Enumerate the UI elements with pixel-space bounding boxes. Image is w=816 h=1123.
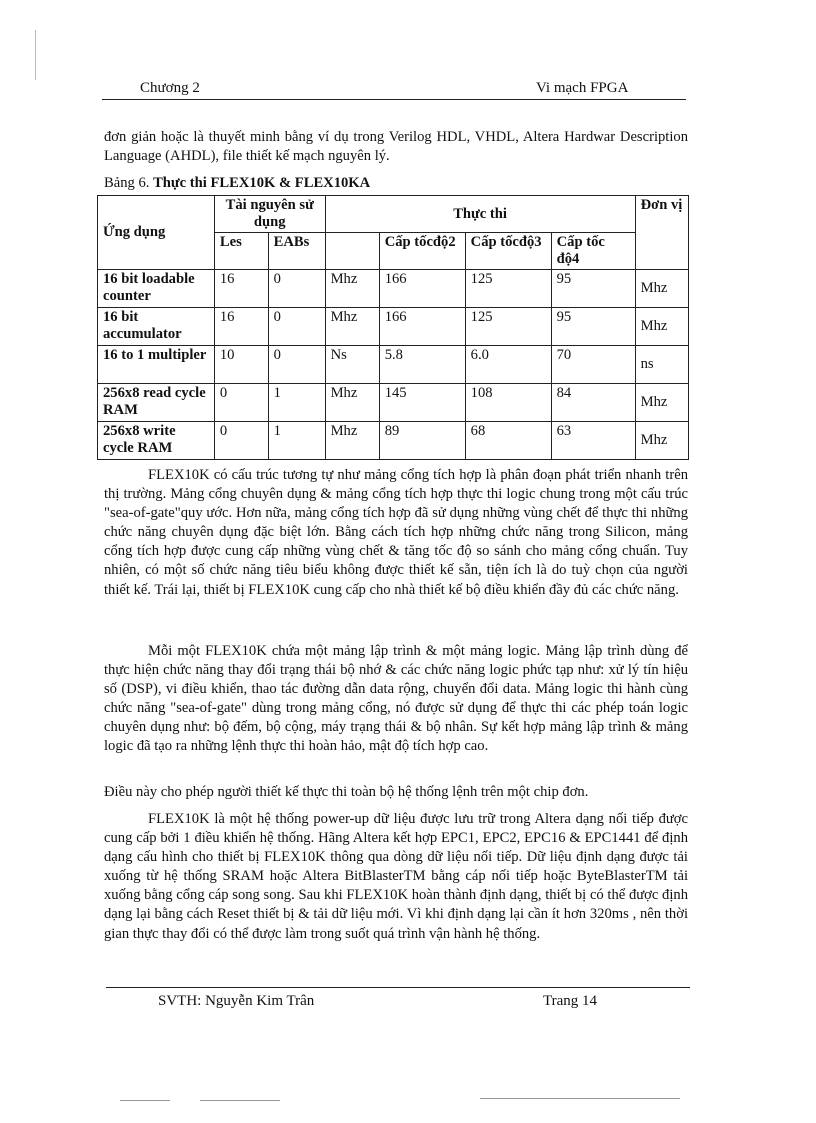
cell-speed4: 63 <box>551 422 635 460</box>
header-chapter: Chương 2 <box>140 80 200 96</box>
table-row <box>98 346 689 384</box>
cell-unit: Mhz <box>635 384 688 422</box>
table-row <box>98 422 689 460</box>
scan-artifact <box>35 30 36 80</box>
cell-speed4: 70 <box>551 346 635 384</box>
cell-application: 256x8 read cycle RAM <box>98 384 215 422</box>
paragraph-text: FLEX10K là một hệ thống power-up dữ liệu được lưu trữ trong Altera dạng nối tiếp được cung cấp bởi 1 điều khiển hệ thống. Hãng Altera kết hợp EPC1, EPC2, EPC16 & EPC1441 để định dạng cấu hình cho thiết bị FLEX10K thông qua dòng dữ liệu nối tiếp. Dữ liệu định dạng được tải xuống từ hệ thống SRAM hoặc Altera BitBlasterTM bằng cáp nối tiếp hoặc ByteBlasterTM tải xuống bằng cổng cáp song song. Sau khi FLEX10K hoàn thành định dạng, thiết bị có thể được định dạng lại bằng cách Reset thiết bị & tải dữ liệu mới. Vì khi định dạng lại cần ít hơn 320ms , nên thời gian thực thay đổi có thể được làm trong suốt quá trình vận hành hệ thống. <box>104 811 688 942</box>
cell-unit: ns <box>635 346 688 384</box>
cell-speed2: 145 <box>379 384 465 422</box>
table-caption <box>104 175 370 192</box>
cell-application: 256x8 write cycle RAM <box>98 422 215 460</box>
footer-author: SVTH: Nguyễn Kim Trân <box>158 993 315 1009</box>
table-row <box>98 384 689 422</box>
cell-unit-measure: Mhz <box>325 270 379 308</box>
cell-unit: Mhz <box>635 422 688 460</box>
cell-eabs: 0 <box>268 308 325 346</box>
header-title: Vi mạch FPGA <box>536 80 629 96</box>
scan-artifact <box>200 1100 280 1101</box>
cell-speed4: 95 <box>551 270 635 308</box>
table-caption-title: Thực thi FLEX10K & FLEX10KA <box>153 175 371 191</box>
cell-speed2: 89 <box>379 422 465 460</box>
body-paragraph: Điều này cho phép người thiết kế thực thi toàn bộ hệ thống lệnh trên một chip đơn. <box>104 784 589 800</box>
table-row <box>98 270 689 308</box>
paragraph-text: Mỗi một FLEX10K chứa một mảng lập trình & một mảng logic. Mảng lập trình dùng để thực hiện chức năng thay đổi trạng thái bộ nhớ & các chức năng logic phức tạp như: xử lý tín hiệu số (DSP), vi điều khiển, thao tác đường dẫn data rộng, chuyển đổi data. Mảng logic thi hành cùng chức năng "sea-of-gate" dùng trong mảng cổng, nó được sử dụng để thực thi các phép toán logic chuyên dụng như: bộ đếm, bộ cộng, máy trạng thái & bộ nhân. Sự kết hợp mảng lập trình & mảng logic đã tạo ra những lệnh thực thi hoàn hảo, mật độ tích hợp cao. <box>104 643 688 755</box>
cell-speed3: 6.0 <box>465 346 551 384</box>
header-speed4: Cấp tốc độ4 <box>551 233 635 270</box>
cell-speed3: 125 <box>465 308 551 346</box>
cell-speed3: 125 <box>465 270 551 308</box>
cell-unit-measure: Mhz <box>325 308 379 346</box>
cell-les: 16 <box>214 270 268 308</box>
intro-paragraph: đơn giản hoặc là thuyết minh bằng ví dụ trong Verilog HDL, VHDL, Altera Hardwar Description Language (AHDL), file thiết kế mạch nguyên lý. <box>104 129 688 165</box>
header-blank <box>325 233 379 270</box>
cell-les: 0 <box>214 422 268 460</box>
cell-application: 16 to 1 multipler <box>98 346 215 384</box>
cell-speed3: 108 <box>465 384 551 422</box>
cell-speed2: 166 <box>379 270 465 308</box>
header-speed3: Cấp tốcđộ3 <box>465 233 551 270</box>
cell-unit-measure: Mhz <box>325 422 379 460</box>
cell-eabs: 1 <box>268 422 325 460</box>
cell-speed4: 95 <box>551 308 635 346</box>
cell-les: 16 <box>214 308 268 346</box>
header-les: Les <box>214 233 268 270</box>
header-eabs: EABs <box>268 233 325 270</box>
cell-application: 16 bit loadable counter <box>98 270 215 308</box>
footer-page-number: Trang 14 <box>543 993 598 1009</box>
paragraph-text: FLEX10K có cấu trúc tương tự như mảng cổng tích hợp là phân đoạn phát triển nhanh trên thị trường. Mảng cổng chuyên dụng & mảng cổng tích hợp thực thi logic chung trong một cấu trúc "sea-of-gate"quy ước. Hơn nữa, mảng cổng tích hợp đã sử dụng những vùng chết để thực thi những chức năng chuyên dụng đặc biệt lớn. Bằng cách tích hợp những chức năng trong Silicon, mảng cổng tích hợp được cung cấp những vùng chết & tăng tốc độ so sánh cho mảng cổng chuẩn. Tuy nhiên, có một số chức năng tiêu biểu không được thiết kế sẵn, tiện ích là do tuỳ chọn của người thiết kế. Trái lại, thiết bị FLEX10K cung cấp cho nhà thiết kế bộ điều khiển đầy đủ các chức năng. <box>104 467 688 598</box>
cell-eabs: 0 <box>268 346 325 384</box>
cell-eabs: 0 <box>268 270 325 308</box>
cell-unit-measure: Mhz <box>325 384 379 422</box>
header-speed2: Cấp tốcđộ2 <box>379 233 465 270</box>
header-unit: Đơn vị <box>635 196 688 270</box>
cell-unit: Mhz <box>635 308 688 346</box>
body-paragraph <box>104 642 688 757</box>
cell-unit-measure: Ns <box>325 346 379 384</box>
cell-les: 0 <box>214 384 268 422</box>
body-paragraph <box>104 810 688 944</box>
cell-speed2: 5.8 <box>379 346 465 384</box>
header-performance: Thực thi <box>325 196 635 233</box>
cell-application: 16 bit accumulator <box>98 308 215 346</box>
scan-artifact <box>120 1100 170 1101</box>
header-rule <box>102 99 686 100</box>
scan-artifact <box>480 1098 680 1099</box>
cell-les: 10 <box>214 346 268 384</box>
table-row <box>98 308 689 346</box>
footer-rule <box>106 987 690 988</box>
cell-unit: Mhz <box>635 270 688 308</box>
header-application: Ứng dụng <box>98 196 215 270</box>
cell-speed3: 68 <box>465 422 551 460</box>
cell-speed4: 84 <box>551 384 635 422</box>
table-caption-prefix: Bảng 6. <box>104 175 150 191</box>
header-resource: Tài nguyên sử dụng <box>214 196 325 233</box>
performance-table <box>97 195 689 460</box>
body-paragraph <box>104 466 688 600</box>
cell-speed2: 166 <box>379 308 465 346</box>
cell-eabs: 1 <box>268 384 325 422</box>
